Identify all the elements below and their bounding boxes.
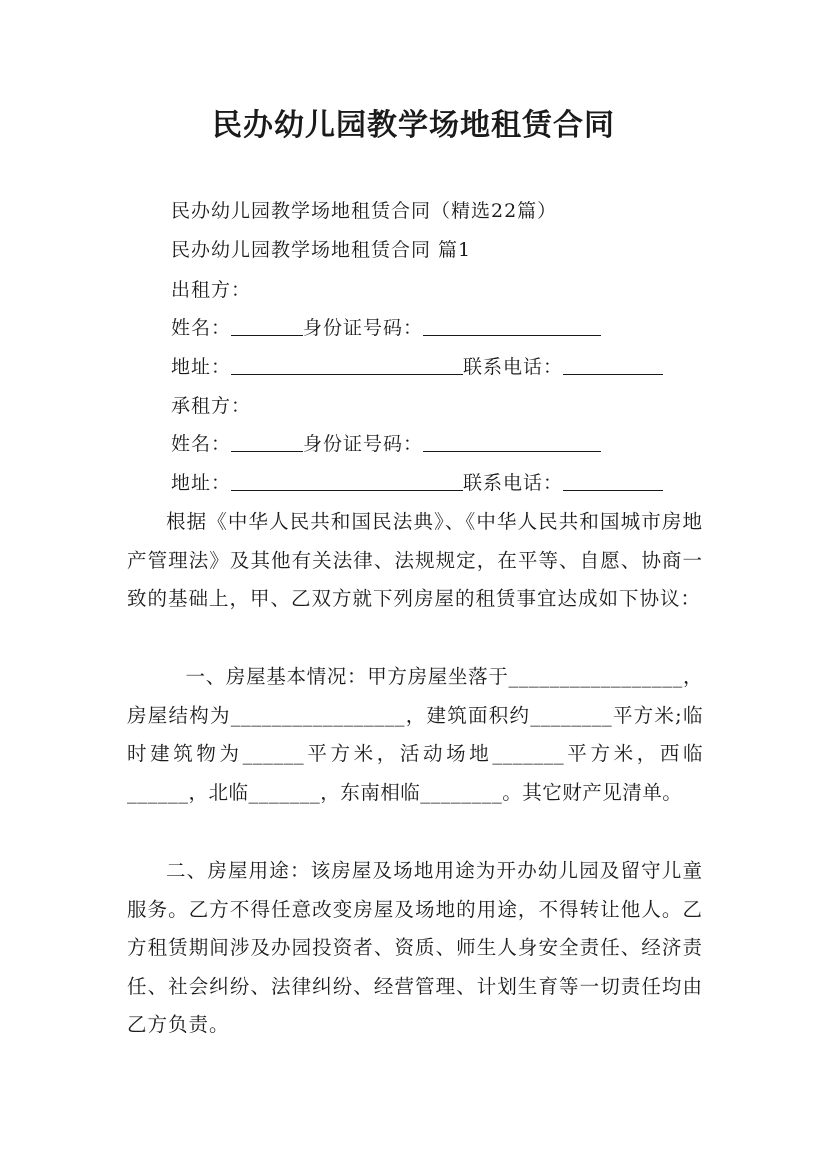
lessor-id-blank bbox=[423, 317, 601, 336]
lessee-phone-blank bbox=[563, 472, 663, 491]
lessee-address-blank bbox=[231, 472, 463, 491]
lessor-phone-label: 联系电话： bbox=[463, 356, 564, 378]
lessor-heading: 出租方： bbox=[171, 279, 252, 301]
document-subtitle: 民办幼儿园教学场地租赁合同（精选22篇） bbox=[171, 200, 558, 222]
lessee-address-row bbox=[171, 469, 663, 497]
lessee-address-label: 地址： bbox=[171, 472, 232, 494]
clause-2-paragraph: 二、房屋用途：该房屋及场地用途为开办幼儿园及留守儿童服务。乙方不得任意改变房屋及场地的用途，不得转让他人。乙方租赁期间涉及办园投资者、资质、师生人身安全责任、经济责任、社会纠纷、法律纠纷、经营管理、计划生育等一切责任均由乙方负责。 bbox=[127, 859, 703, 1037]
lessor-name-blank bbox=[231, 317, 303, 336]
lessee-heading: 承租方： bbox=[171, 395, 252, 417]
lessor-address-label: 地址： bbox=[171, 356, 232, 378]
lessor-name-label: 姓名： bbox=[171, 317, 232, 339]
lessor-address-row bbox=[171, 353, 663, 381]
lessee-id-blank bbox=[423, 433, 601, 452]
document-title: 民办幼儿园教学场地租赁合同 bbox=[212, 108, 615, 143]
intro-paragraph: 根据《中华人民共和国民法典》、《中华人民共和国城市房地产管理法》及其他有关法律、法规规定，在平等、自愿、协商一致的基础上，甲、乙双方就下列房屋的租赁事宜达成如下协议： bbox=[127, 510, 703, 611]
lessor-name-row bbox=[171, 314, 601, 342]
lessor-phone-blank bbox=[563, 356, 663, 375]
article-heading: 民办幼儿园教学场地租赁合同 篇1 bbox=[171, 239, 472, 261]
lessee-id-label: 身份证号码： bbox=[303, 433, 424, 455]
lessor-address-blank bbox=[231, 356, 463, 375]
lessee-phone-label: 联系电话： bbox=[463, 472, 564, 494]
lessee-name-row bbox=[171, 430, 601, 458]
lessee-name-blank bbox=[231, 433, 303, 452]
clause-1-paragraph: 一、房屋基本情况：甲方房屋坐落于_________________，房屋结构为_________________，建筑面积约________平方米;临时建筑物为______平方米，活动场地_______平方米，西临______，北临_______，东南相临________。其它财产见清单。 bbox=[127, 665, 703, 804]
lessor-id-label: 身份证号码： bbox=[303, 317, 424, 339]
lessee-name-label: 姓名： bbox=[171, 433, 232, 455]
